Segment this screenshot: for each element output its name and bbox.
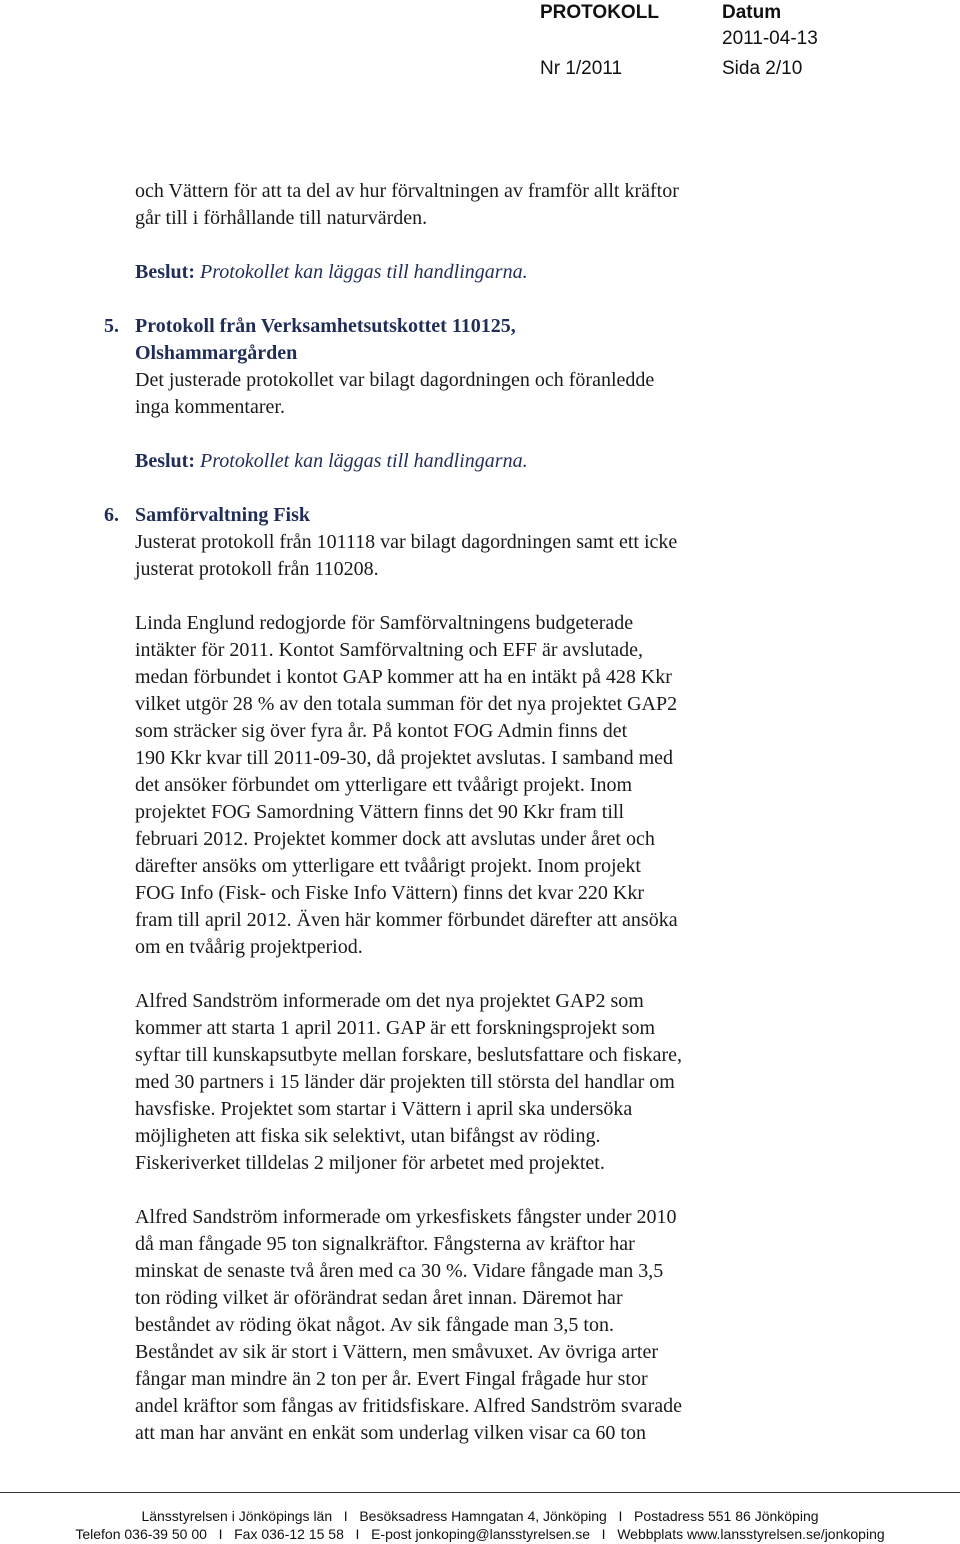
decision-text: Protokollet kan läggas till handlingarna. [200,450,528,472]
decision-label: Beslut: [135,261,195,283]
text-line: då man fångade 95 ton signalkräftor. Fångsterna av kräftor har [135,1233,635,1255]
section-number: 5. [104,315,119,337]
text-line: Linda Englund redogjorde för Samförvaltningens budgeterade [135,612,634,634]
text-line: Fiskeriverket tilldelas 2 miljoner för arbetet med projektet. [135,1152,605,1174]
text-line: går till i förhållande till naturvärden. [135,207,428,229]
text-line: därefter ansöks om ytterligare ett tvåårigt projekt. Inom projekt [135,855,641,877]
text-line: Alfred Sandström informerade om det nya projektet GAP2 som [135,990,644,1012]
date-label: Datum [722,2,782,23]
text-line: möjligheten att fiska sik selektivt, utan bifångst av röding. [135,1125,601,1147]
paragraph [135,1204,935,1447]
footer-contact-line: Telefon 036-39 50 00 I Fax 036-12 15 58 I E-post jonkoping@lansstyrelsen.se I Webbplats www.lansstyrelsen.se/jonkoping [75,1526,885,1542]
section-5 [104,313,935,421]
text-line: andel kräftor som fångas av fritidsfiskare. Alfred Sandström svarade [135,1395,683,1417]
decision-line [135,259,935,286]
document-title: PROTOKOLL [540,2,659,23]
text-line: och Vättern för att ta del av hur förvaltningen av framför allt kräftor [135,180,679,202]
text-line: minskat de senaste två åren med ca 30 %. Vidare fångade man 3,5 [135,1260,664,1282]
text-line: fångar man mindre än 2 ton per år. Evert Fingal frågade hur stor [135,1368,648,1390]
text-line: projektet FOG Samordning Vättern finns det 90 Kkr fram till [135,801,624,823]
text-line: med 30 partners i 15 länder där projekten till största del handlar om [135,1071,675,1093]
text-line: fram till april 2012. Även här kommer förbundet därefter att ansöka [135,909,678,931]
section-number: 6. [104,504,119,526]
section-6 [104,502,935,583]
text-line: Justerat protokoll från 101118 var bilagt dagordningen samt ett icke [135,531,678,553]
text-line: vilket utgör 28 % av den totala summan för det nya projektet GAP2 [135,693,678,715]
text-line: Beståndet av sik är stort i Vättern, men småvuxet. Av övriga arter [135,1341,659,1363]
text-line: 190 Kkr kvar till 2011-09-30, då projektet avslutas. I samband med [135,747,674,769]
text-line: havsfiske. Projektet som startar i Vättern i april ska undersöka [135,1098,633,1120]
text-line: februari 2012. Projektet kommer dock att avslutas under året och [135,828,655,850]
text-line: det ansöker förbundet om ytterligare ett tvåårigt projekt. Inom [135,774,633,796]
text-line: ton röding vilket är oförändrat sedan året innan. Däremot har [135,1287,623,1309]
page-number: Sida 2/10 [722,58,803,79]
text-line: medan förbundet i kontot GAP kommer att ha en intäkt på 428 Kkr [135,666,672,688]
text-line: som sträcker sig över fyra år. På kontot FOG Admin finns det [135,720,628,742]
date-value: 2011-04-13 [722,28,818,49]
paragraph [135,988,935,1177]
footer-address-line: Länsstyrelsen i Jönköpings län I Besöksadress Hamngatan 4, Jönköping I Postadress 551 86 Jönköping [141,1508,819,1524]
text-line: kommer att starta 1 april 2011. GAP är ett forskningsprojekt som [135,1017,656,1039]
text-line: om en tvåårig projektperiod. [135,936,363,958]
decision-text: Protokollet kan läggas till handlingarna. [200,261,528,283]
section-heading: Protokoll från Verksamhetsutskottet 110125, [135,315,516,337]
section-heading: Samförvaltning Fisk [135,504,311,526]
text-line: intäkter för 2011. Kontot Samförvaltning och EFF är avslutade, [135,639,644,661]
document-body [104,178,935,1447]
decision-line [135,448,935,475]
protocol-number: Nr 1/2011 [540,58,623,79]
text-line: Det justerade protokollet var bilagt dagordningen och föranledde [135,369,655,391]
text-line: beståndet av röding ökat något. Av sik fångade man 3,5 ton. [135,1314,614,1336]
text-line: att man har använt en enkät som underlag vilken visar ca 60 ton [135,1422,646,1444]
paragraph [135,610,935,961]
text-line: justerat protokoll från 110208. [135,558,379,580]
footer-divider [0,1492,960,1493]
section-heading: Olshammargården [135,342,298,364]
decision-label: Beslut: [135,450,195,472]
text-line: Alfred Sandström informerade om yrkesfiskets fångster under 2010 [135,1206,677,1228]
text-line: FOG Info (Fisk- och Fiske Info Vättern) finns det kvar 220 Kkr [135,882,644,904]
text-line: syftar till kunskapsutbyte mellan forskare, beslutsfattare och fiskare, [135,1044,683,1066]
text-line: inga kommentarer. [135,396,285,418]
